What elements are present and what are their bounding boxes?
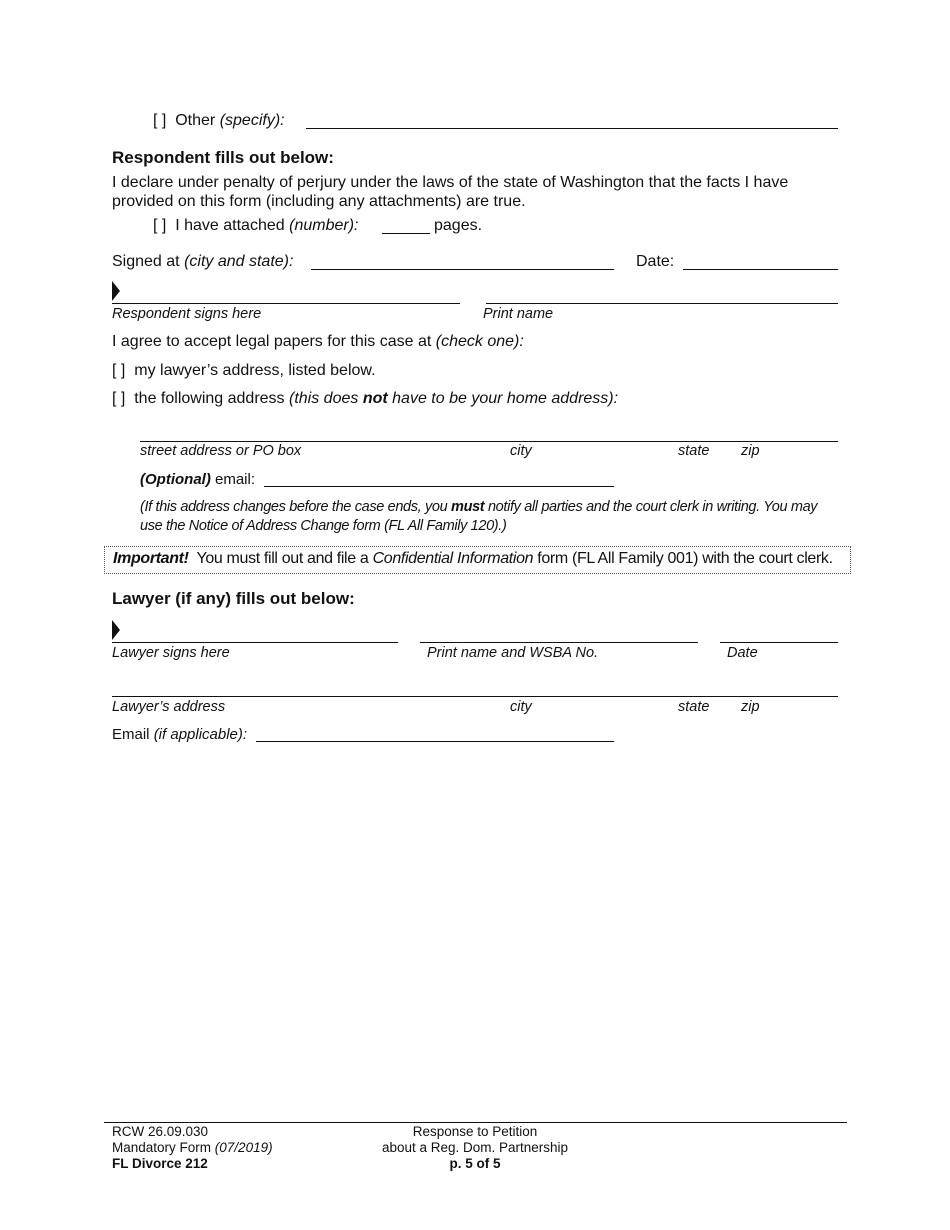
signed-at-hint: (city and state):: [184, 253, 294, 270]
note-bold: must: [451, 499, 485, 515]
lawyer-print-name-label: Print name and WSBA No.: [427, 645, 599, 661]
sign-arrow-icon: [112, 281, 120, 301]
address-state-label: state: [678, 443, 710, 459]
lawyer-sign-arrow-icon: [112, 620, 120, 640]
other-checkbox[interactable]: [ ]: [153, 112, 167, 129]
footer-center: [325, 1124, 625, 1172]
email-label: email:: [215, 471, 256, 488]
address-change-note-1: [140, 499, 817, 515]
respondent-signs-label: Respondent signs here: [112, 306, 262, 322]
option2-label: the following address: [134, 390, 285, 407]
signed-at-label: Signed at: [112, 253, 180, 270]
footer-page: p. 5 of 5: [449, 1156, 501, 1171]
attached-hint: (number):: [289, 217, 359, 234]
agree-text: [112, 333, 524, 351]
note-post: notify all parties and the court clerk in writing. You may: [487, 499, 818, 515]
agree-hint: (check one):: [435, 333, 524, 350]
lawyer-heading: Lawyer (if any) fills out below:: [112, 589, 355, 608]
option2-hint-pre: (this does: [289, 390, 359, 407]
footer-left: [112, 1124, 273, 1172]
attached-label: I have attached: [175, 217, 285, 234]
lawyer-signature-field[interactable]: [112, 642, 398, 643]
address-street-label: street address or PO box: [140, 443, 302, 459]
lawyer-address-field[interactable]: [112, 696, 838, 697]
footer-mandatory-label: Mandatory Form: [112, 1140, 212, 1155]
declaration-line-2: provided on this form (including any attachments) are true.: [112, 193, 526, 210]
important-label: Important!: [113, 550, 189, 567]
option1-checkbox[interactable]: [ ]: [112, 362, 126, 379]
optional-email-row: [140, 471, 255, 488]
attached-number-field[interactable]: [382, 233, 430, 234]
footer-title-2: about a Reg. Dom. Partnership: [381, 1140, 569, 1155]
address-zip-label: zip: [741, 443, 760, 459]
important-text-pre: You must fill out and file a: [196, 550, 369, 567]
respondent-address-field[interactable]: [140, 441, 838, 442]
optional-label: (Optional): [140, 471, 211, 488]
respondent-print-name-field[interactable]: [486, 303, 838, 304]
other-specify-field[interactable]: [306, 128, 838, 129]
option-following-address: [112, 390, 618, 408]
signed-at-field[interactable]: [311, 269, 614, 270]
respondent-email-field[interactable]: [264, 486, 614, 487]
important-notice: [113, 550, 833, 568]
footer-rcw: RCW 26.09.030: [112, 1124, 209, 1139]
footer-mandatory: [112, 1140, 273, 1156]
lawyer-zip-label: zip: [741, 699, 760, 715]
lawyer-email-row: [112, 726, 247, 743]
attached-checkbox[interactable]: [ ]: [153, 217, 167, 234]
footer-mandatory-date: (07/2019): [214, 1140, 273, 1155]
lawyer-date-label: Date: [727, 645, 758, 661]
important-text-italic: Confidential Information: [372, 550, 534, 567]
other-hint: (specify):: [219, 112, 285, 129]
lawyer-email-field[interactable]: [256, 741, 614, 742]
respondent-print-name-label: Print name: [483, 306, 554, 322]
respondent-heading: Respondent fills out below:: [112, 148, 334, 167]
option-lawyer-address: [112, 362, 376, 380]
declaration-line-1: I declare under penalty of perjury under the laws of the state of Washington that the facts I have: [112, 174, 789, 191]
lawyer-state-label: state: [678, 699, 710, 715]
date-label: Date:: [636, 253, 675, 270]
lawyer-signs-label: Lawyer signs here: [112, 645, 230, 661]
attached-suffix: pages.: [434, 217, 483, 234]
lawyer-date-field[interactable]: [720, 642, 838, 643]
option2-checkbox[interactable]: [ ]: [112, 390, 126, 407]
footer-form-id: FL Divorce 212: [112, 1156, 208, 1171]
option2-hint-bold: not: [362, 390, 388, 407]
lawyer-email-hint: (if applicable):: [153, 726, 248, 743]
lawyer-address-label: Lawyer’s address: [112, 699, 226, 715]
other-label: Other: [175, 112, 216, 129]
respondent-signature-field[interactable]: [112, 303, 460, 304]
option1-label: my lawyer’s address, listed below.: [134, 362, 376, 379]
note-pre: (If this address changes before the case ends, you: [140, 499, 448, 515]
other-row: [153, 112, 285, 130]
agree-label: I agree to accept legal papers for this case at: [112, 333, 432, 350]
lawyer-print-name-field[interactable]: [420, 642, 698, 643]
footer-rule: [104, 1122, 847, 1123]
footer-title-1: Response to Petition: [412, 1124, 538, 1139]
attached-row: [153, 217, 358, 235]
address-city-label: city: [510, 443, 532, 459]
lawyer-city-label: city: [510, 699, 532, 715]
date-field[interactable]: [683, 269, 838, 270]
option2-hint-post: have to be your home address):: [392, 390, 619, 407]
address-change-note-2: use the Notice of Address Change form (FL All Family 120).): [140, 518, 507, 534]
signed-at-row: [112, 253, 293, 271]
lawyer-email-label: Email: [112, 726, 150, 743]
important-text-post: form (FL All Family 001) with the court clerk.: [537, 550, 833, 567]
